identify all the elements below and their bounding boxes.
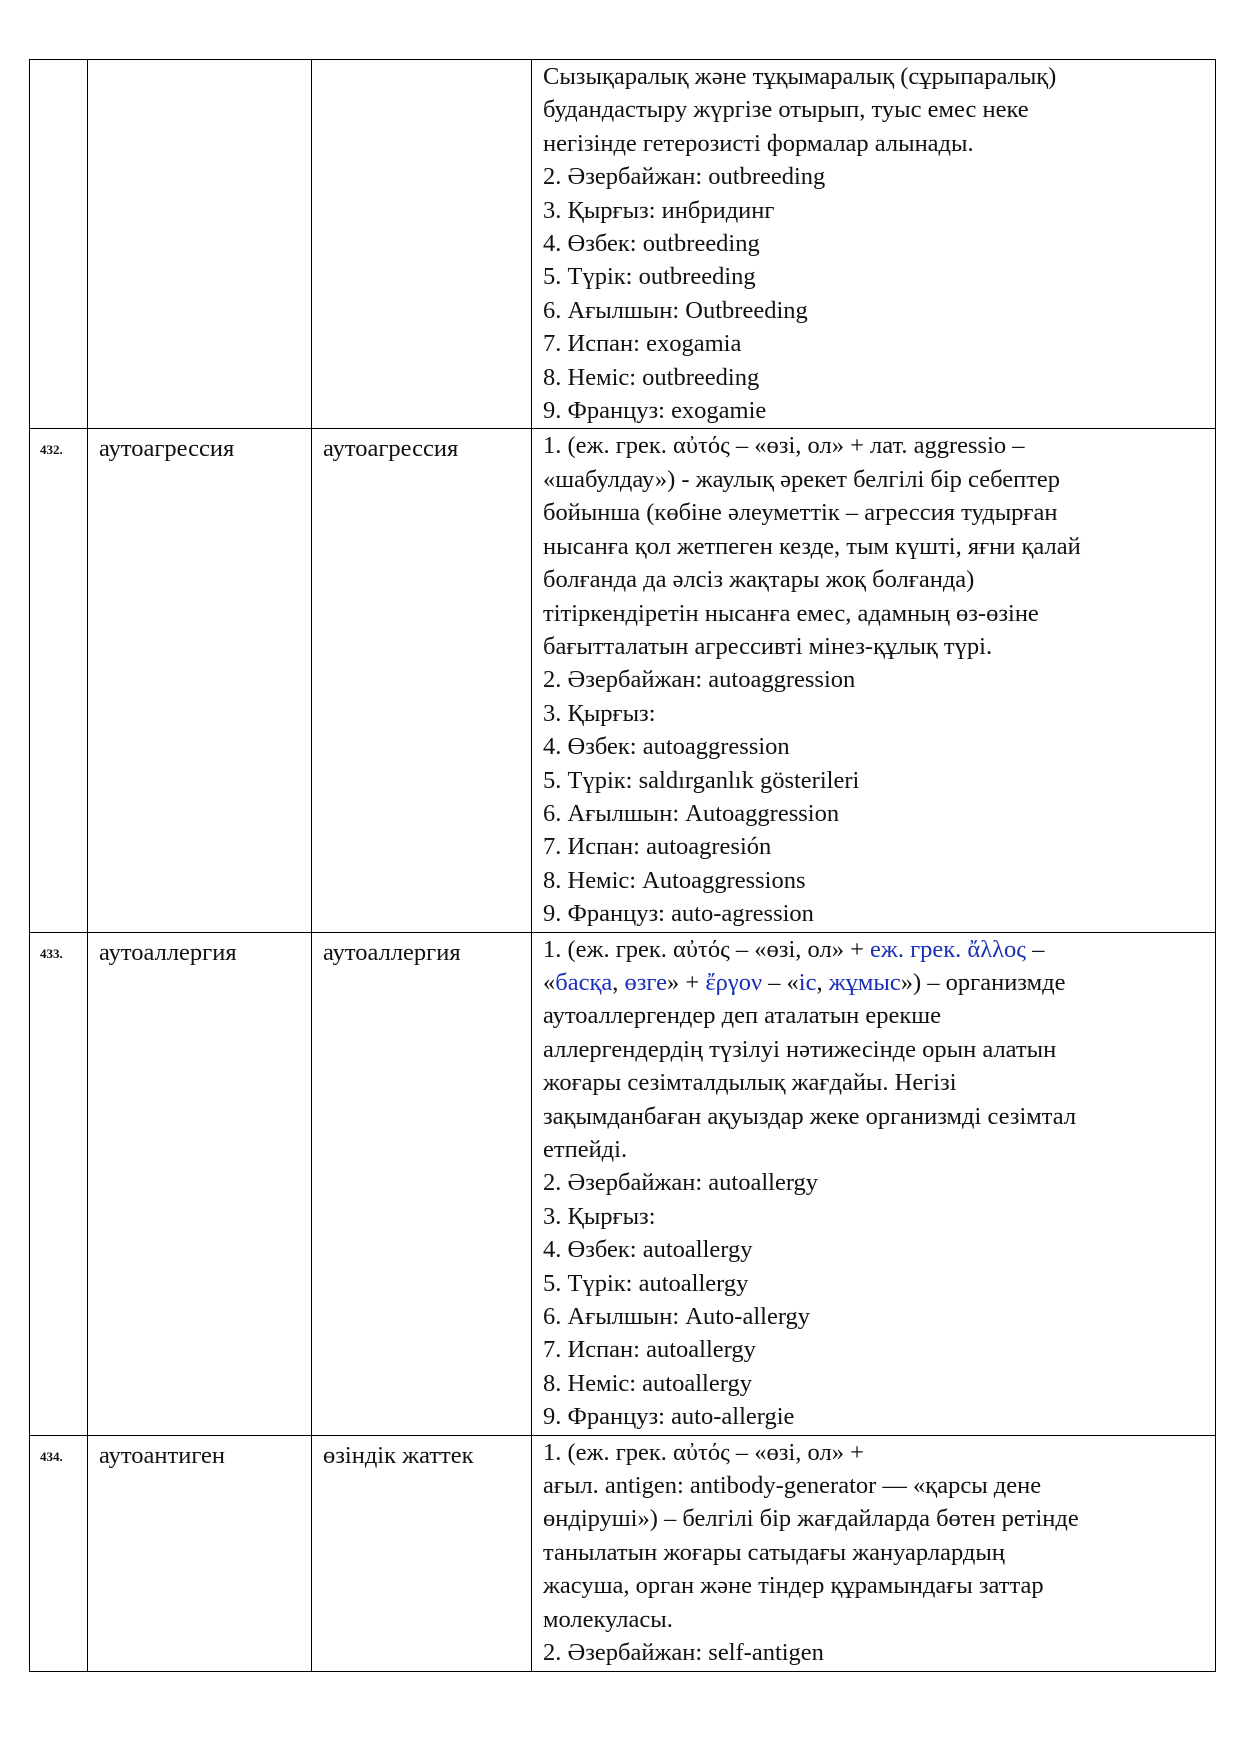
definition-line: өндіруші») – белгілі бір жағдайларда бөтен ретінде xyxy=(543,1505,1079,1533)
entry-number: 432. xyxy=(30,429,88,932)
entry-term: аутоаллергия xyxy=(88,932,312,1435)
translation-line: 9. Француз: exogamie xyxy=(543,397,767,425)
etymology-link[interactable]: еж. грек. ἄλλος xyxy=(870,935,1026,963)
definition-line: нысанға қол жетпеген кезде, тым күшті, яғни қалай xyxy=(543,532,1081,560)
definition-text: – « xyxy=(762,968,799,996)
definition-line: Сызықаралық және тұқымаралық (сұрыпаралық) xyxy=(543,63,1057,90)
definition-text: , xyxy=(816,968,829,996)
entry-term xyxy=(88,60,312,429)
translation-line: 4. Өзбек: autoallergy xyxy=(543,1236,753,1264)
translation-line: 8. Неміс: Autoaggressions xyxy=(543,866,806,894)
definition-text: , xyxy=(612,968,625,996)
translation-line: 8. Неміс: autoallergy xyxy=(543,1369,752,1397)
translation-line: 7. Испан: autoallergy xyxy=(543,1336,756,1364)
dictionary-table xyxy=(29,59,1216,1672)
table-row xyxy=(30,429,1216,932)
translation-line: 5. Түрік: autoallergy xyxy=(543,1269,749,1297)
definition-line: тітіркендіретін нысанға емес, адамның өз-өзіне xyxy=(543,599,1039,627)
definition-line: зақымданбаған ақуыздар жеке организмді сезімтал xyxy=(543,1102,1077,1130)
entry-kazakh-term xyxy=(312,60,532,429)
translation-line: 4. Өзбек: autoaggression xyxy=(543,733,790,761)
table-row xyxy=(30,932,1216,1435)
entry-kazakh-term: өзіндік жаттек xyxy=(312,1435,532,1671)
table-row xyxy=(30,60,1216,429)
definition-text: « xyxy=(543,968,556,996)
definition-line: аллергендердің түзілуі нәтижесінде орын алатын xyxy=(543,1035,1057,1063)
translation-line: 9. Француз: auto-agression xyxy=(543,900,814,928)
definition-line: 1. (еж. грек. αὐτός – «өзі, ол» + xyxy=(543,1438,864,1466)
etymology-link[interactable]: ἔργον xyxy=(705,968,763,996)
entry-number: 434. xyxy=(30,1435,88,1671)
translation-line: 8. Неміс: outbreeding xyxy=(543,363,760,391)
translation-line: 2. Әзербайжан: autoaggression xyxy=(543,666,856,694)
entry-number xyxy=(30,60,88,429)
entry-definition xyxy=(532,429,1216,932)
translation-line: 3. Қырғыз: xyxy=(543,699,656,727)
definition-line: жасуша, орган және тіндер құрамындағы заттар xyxy=(543,1572,1044,1600)
entry-term: аутоагрессия xyxy=(88,429,312,932)
translation-line: 3. Қырғыз: инбридинг xyxy=(543,196,775,224)
definition-line: 1. (еж. грек. αὐτός – «өзі, ол» + лат. aggressio – xyxy=(543,432,1025,460)
entry-number: 433. xyxy=(30,932,88,1435)
translation-line: 6. Ағылшын: Autoaggression xyxy=(543,799,840,827)
table-row xyxy=(30,1435,1216,1671)
etymology-link[interactable]: жұмыс xyxy=(828,968,901,996)
translation-line: 3. Қырғыз: xyxy=(543,1202,656,1230)
definition-line: бағытталатын агрессивті мінез-құлық түрі. xyxy=(543,632,993,660)
translation-line: 2. Әзербайжан: self-antigen xyxy=(543,1639,824,1667)
definition-text: 1. (еж. грек. αὐτός – «өзі, ол» + xyxy=(543,935,871,963)
entry-term: аутоантиген xyxy=(88,1435,312,1671)
translation-line: 9. Француз: auto-allergie xyxy=(543,1403,795,1431)
etymology-link[interactable]: басқа xyxy=(555,968,613,996)
entry-definition xyxy=(532,1435,1216,1671)
definition-line: молекуласы. xyxy=(543,1605,673,1633)
definition-line: болғанда да әлсіз жақтары жоқ болғанда) xyxy=(543,566,975,594)
definition-line: будандастыру жүргізе отырып, туыс емес неке xyxy=(543,96,1029,124)
definition-line: ағыл. antigen: antibody-generator — «қарсы дене xyxy=(543,1472,1042,1500)
definition-text: » + xyxy=(667,968,706,996)
definition-line xyxy=(543,966,1209,999)
definition-line: «шабулдау») - жаулық әрекет белгілі бір себептер xyxy=(543,465,1061,493)
etymology-link[interactable]: өзге xyxy=(624,968,668,996)
translation-line: 7. Испан: autoagresión xyxy=(543,833,772,861)
translation-line: 7. Испан: exogamia xyxy=(543,330,742,358)
definition-line: танылатын жоғары сатыдағы жануарлардың xyxy=(543,1538,1005,1566)
translation-line: 2. Әзербайжан: outbreeding xyxy=(543,163,826,191)
translation-line: 5. Түрік: outbreeding xyxy=(543,263,756,291)
entry-definition xyxy=(532,60,1216,429)
translation-line: 6. Ағылшын: Auto-allergy xyxy=(543,1303,811,1331)
entry-definition xyxy=(532,932,1216,1435)
translation-line: 5. Түрік: saldırganlık gösterileri xyxy=(543,766,860,794)
definition-line: аутоаллергендер деп аталатын ерекше xyxy=(543,1002,942,1030)
definition-line xyxy=(543,933,1209,966)
definition-line: негізінде гетерозисті формалар алынады. xyxy=(543,129,974,157)
entry-kazakh-term: аутоаллергия xyxy=(312,932,532,1435)
entry-kazakh-term: аутоагрессия xyxy=(312,429,532,932)
etymology-link[interactable]: іс xyxy=(798,968,817,996)
definition-line: бойынша (көбіне әлеуметтік – агрессия тудырған xyxy=(543,499,1058,527)
translation-line: 2. Әзербайжан: autoallergy xyxy=(543,1169,819,1197)
translation-line: 6. Ағылшын: Outbreeding xyxy=(543,296,808,324)
translation-line: 4. Өзбек: outbreeding xyxy=(543,230,760,258)
definition-text: – xyxy=(1025,935,1045,963)
definition-line: етпейді. xyxy=(543,1136,628,1163)
definition-text: ») – организмде xyxy=(900,968,1066,996)
definition-line: жоғары сезімталдылық жағдайы. Негізі xyxy=(543,1069,957,1097)
